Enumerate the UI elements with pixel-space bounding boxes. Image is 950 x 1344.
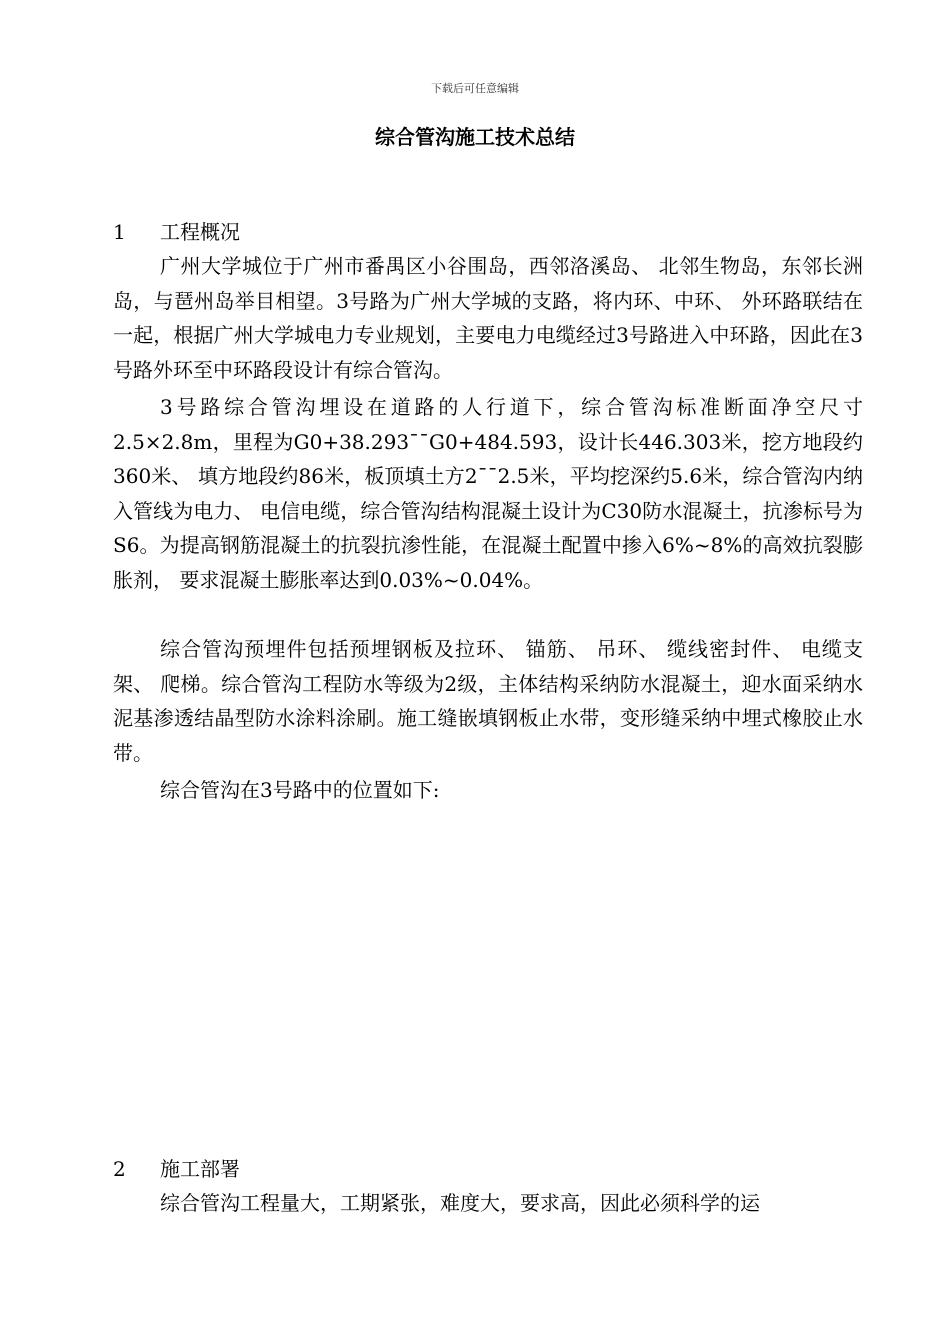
- document-title: 综合管沟施工技术总结: [375, 125, 575, 149]
- section-heading: [113, 1154, 240, 1184]
- paragraph: 综合管沟工程量大，工期紧张，难度大，要求高，因此必须科学的运: [160, 1191, 760, 1215]
- section-heading: [113, 217, 240, 247]
- paragraph: 3号路综合管沟埋设在道路的人行道下，综合管沟标准断面净空尺寸2.5×2.8m，里程为G0+38.293¯¯G0+484.593，设计长446.303米，挖方地段约360米、 填方地段约86米，板顶填土方2¯¯2.5米，平均挖深约5.6米，综合管沟内纳入管线为电力、 电信电缆，综合管沟结构混凝土设计为C30防水混凝土，抗渗标号为S6。为提高钢筋混凝土的抗裂抗渗性能，在混凝土配置中掺入6%~8%的高效抗裂膨胀剂， 要求混凝土膨胀率达到0.03%~0.04%。: [113, 395, 863, 592]
- paragraph: 综合管沟在3号路中的位置如下:: [160, 778, 440, 802]
- section-title: 工程概况: [160, 220, 240, 244]
- section-number: 2: [113, 1157, 126, 1181]
- section-number: 1: [113, 220, 126, 244]
- paragraph: 广州大学城位于广州市番禺区小谷围岛，西邻洛溪岛、 北邻生物岛，东邻长洲岛，与琶州岛举目相望。3号路为广州大学城的支路，将内环、中环、 外环路联结在一起，根据广州大学城电力专业规划，主要电力电缆经过3号路进入中环路，因此在3号路外环至中环路段设计有综合管沟。: [113, 254, 863, 382]
- page-header-note: 下载后可任意编辑: [431, 82, 519, 95]
- paragraph: 综合管沟预埋件包括预埋钢板及拉环、 锚筋、 吊环、 缆线密封件、 电缆支架、 爬梯。综合管沟工程防水等级为2级，主体结构采纳防水混凝土，迎水面采纳水泥基渗透结晶型防水涂料涂刷。施工缝嵌填钢板止水带，变形缝采纳中埋式橡胶止水带。: [113, 637, 863, 765]
- section-title: 施工部署: [160, 1157, 240, 1181]
